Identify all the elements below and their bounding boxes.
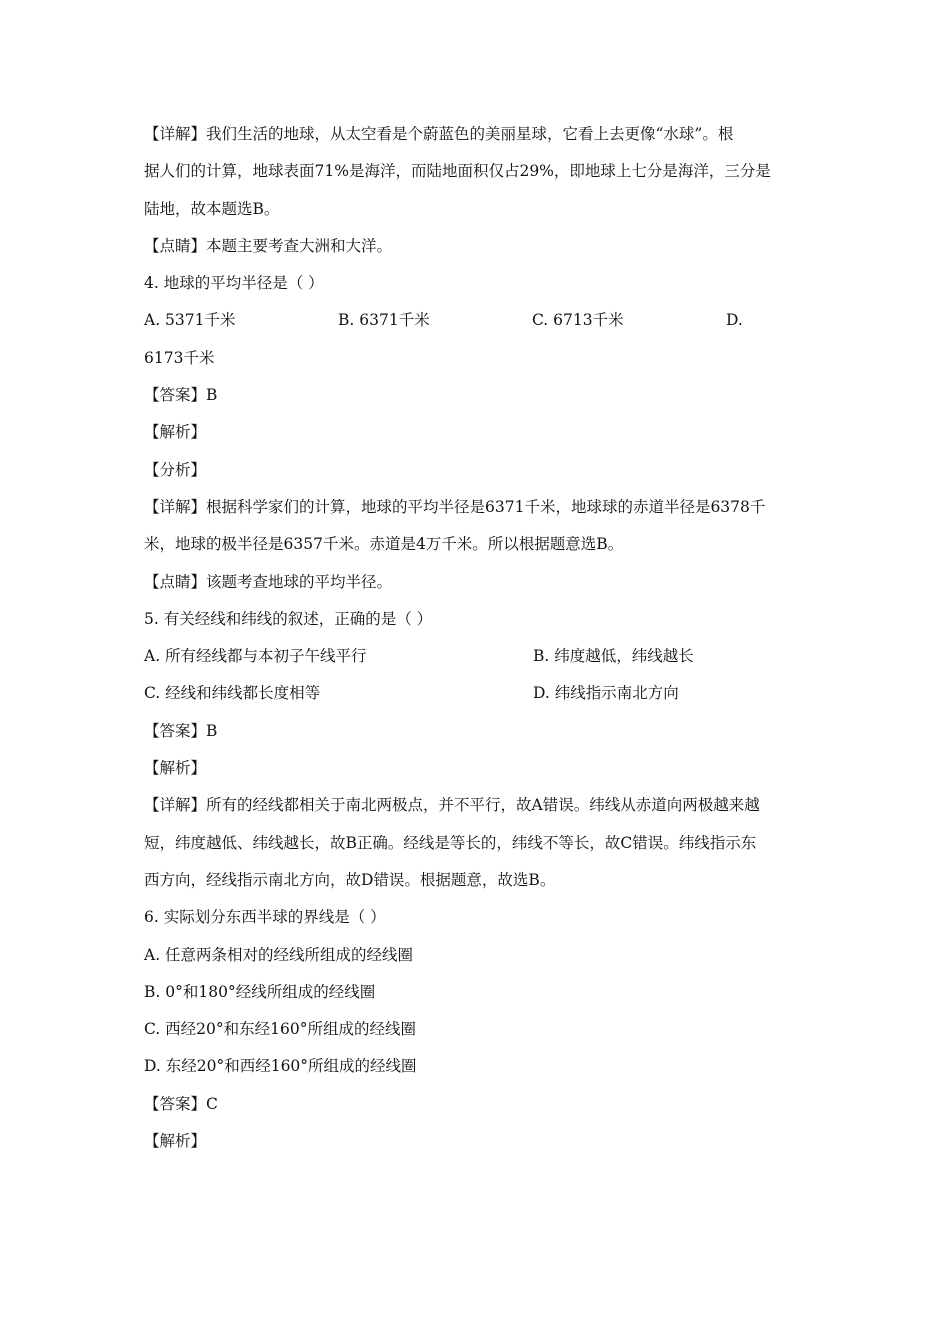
q5-option-b: B. 纬度越低，纬线越长: [533, 647, 694, 666]
q4-option-d-text: 6173千米: [144, 348, 215, 367]
q6-option-b: B. 0°和180°经线所组成的经线圈: [144, 982, 376, 1001]
q5-options-row-1: [144, 638, 808, 675]
q5-detail-line-3: 西方向，经线指示南北方向，故D错误。根据题意，故选B。: [144, 870, 556, 889]
q6-answer: 【答案】C: [144, 1094, 218, 1113]
q4-detail-line-1: 【详解】根据科学家们的计算，地球的平均半径是6371千米，地球球的赤道半径是6378千: [144, 497, 766, 516]
q5-option-d: D. 纬线指示南北方向: [533, 684, 679, 703]
q5-detail-line-1: 【详解】所有的经线都相关于南北两极点，并不平行，故A错误。纬线从赤道向两极越来越: [144, 796, 760, 815]
q4-answer: 【答案】B: [144, 386, 218, 405]
q4-detail-line-2: 米，地球的极半径是6357千米。赤道是4万千米。所以根据题意选B。: [144, 535, 624, 554]
q5-option-c: C. 经线和纬线都长度相等: [144, 684, 321, 703]
q6-question: 6. 实际划分东西半球的界线是（ ）: [144, 908, 386, 927]
q4-analysis-heading: 【解析】: [144, 423, 207, 442]
q4-option-a: A. 5371千米: [144, 311, 236, 330]
q4-comment: 【点睛】该题考查地球的平均半径。: [144, 572, 393, 591]
page-content: [144, 116, 808, 1160]
q4-options-row: [144, 302, 808, 339]
q4-option-d: D.: [726, 311, 743, 330]
q6-option-c: C. 西经20°和东经160°所组成的经线圈: [144, 1020, 416, 1039]
q3-detail-line-1: 【详解】我们生活的地球，从太空看是个蔚蓝色的美丽星球，它看上去更像“水球”。根: [144, 125, 734, 143]
q5-options-row-2: [144, 675, 808, 712]
q3-detail-line-3: 陆地，故本题选B。: [144, 199, 280, 218]
q5-question: 5. 有关经线和纬线的叙述，正确的是（ ）: [144, 609, 433, 628]
q3-comment: 【点睛】本题主要考查大洲和大洋。: [144, 236, 393, 255]
q5-option-a: A. 所有经线都与本初子午线平行: [144, 647, 367, 666]
q4-fenxi-heading: 【分析】: [144, 460, 207, 479]
q6-option-a: A. 任意两条相对的经线所组成的经线圈: [144, 945, 414, 964]
q6-option-d: D. 东经20°和西经160°所组成的经线圈: [144, 1057, 417, 1076]
q4-option-b: B. 6371千米: [338, 311, 430, 330]
q6-analysis-heading: 【解析】: [144, 1132, 207, 1151]
q5-answer: 【答案】B: [144, 721, 218, 740]
q3-detail-line-2: 据人们的计算，地球表面71%是海洋，而陆地面积仅占29%，即地球上七分是海洋，三分是: [144, 162, 771, 181]
q5-detail-line-2: 短，纬度越低、纬线越长，故B正确。经线是等长的，纬线不等长，故C错误。纬线指示东: [144, 833, 757, 852]
q4-question: 4. 地球的平均半径是（ ）: [144, 274, 324, 293]
q4-option-c: C. 6713千米: [532, 311, 624, 330]
q5-analysis-heading: 【解析】: [144, 759, 207, 778]
